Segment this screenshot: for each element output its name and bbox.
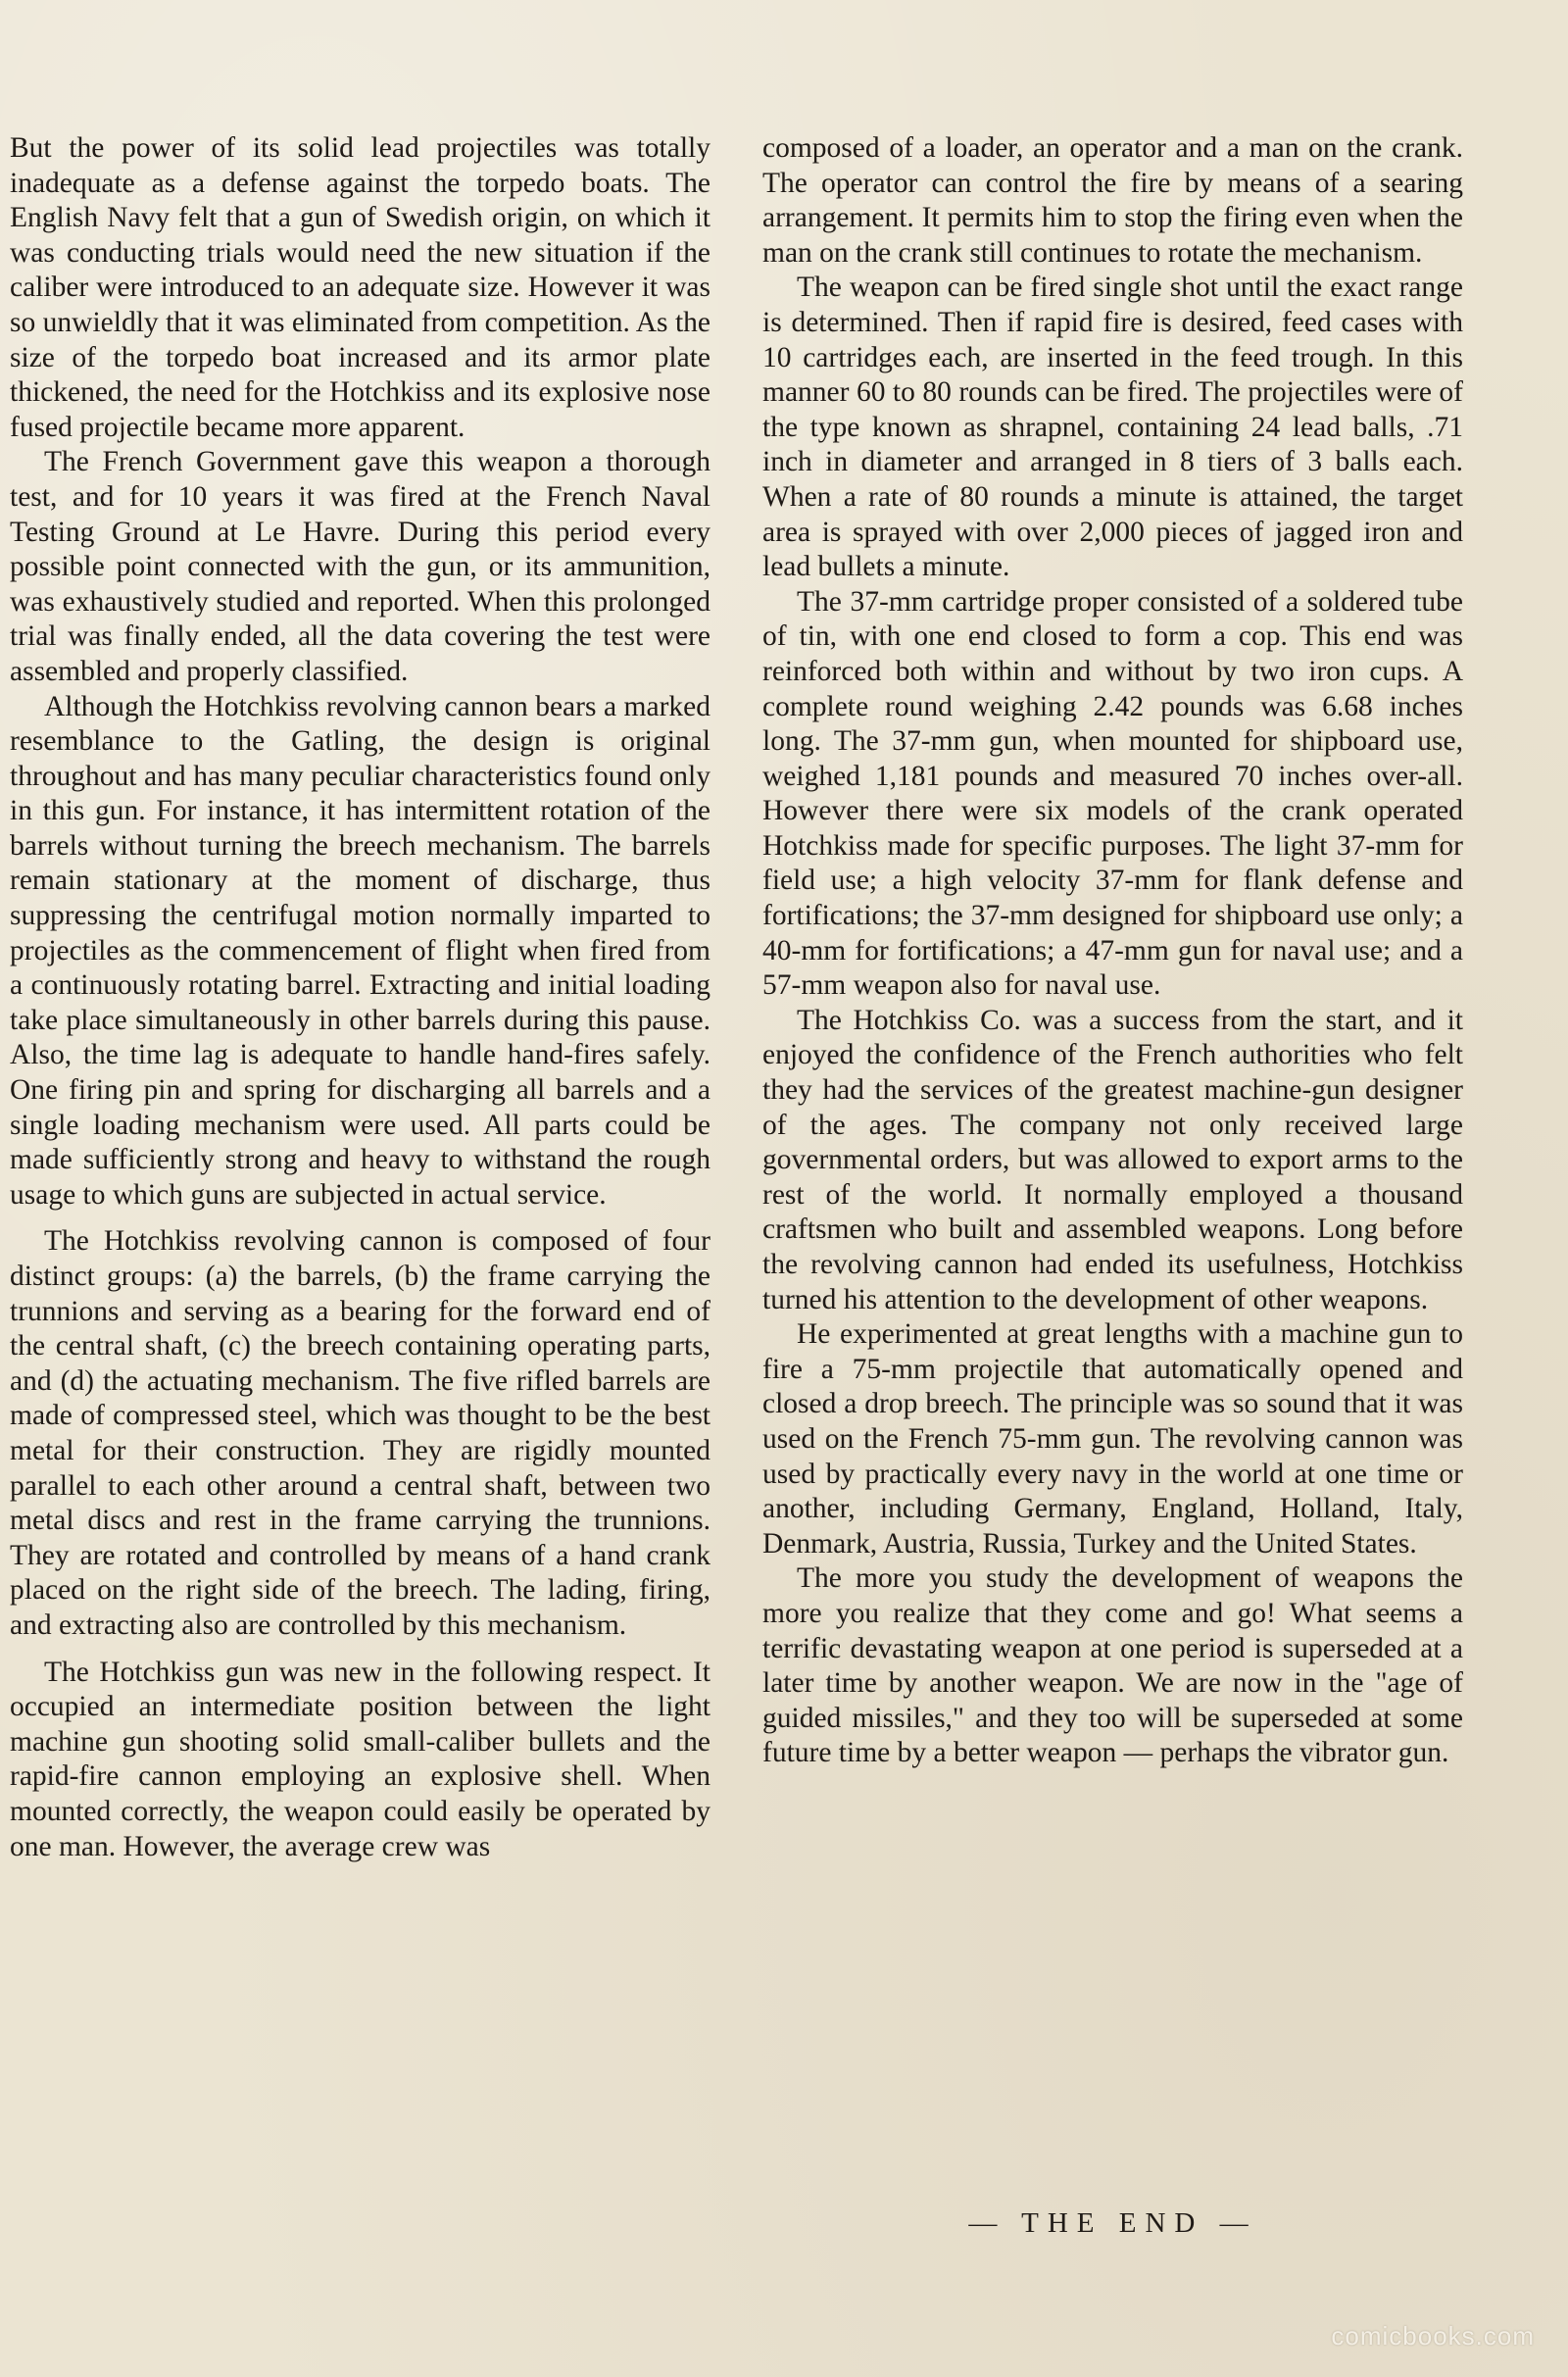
- left-column: [10, 131, 710, 1864]
- paragraph: The Hotchkiss gun was new in the following respect. It occupied an intermediate position between the light machine gun shooting solid small-caliber bullets and the rapid-fire cannon employing an explosive shell. When mounted correctly, the weapon could easily be operated by one man. However, the average crew was: [10, 1656, 710, 1862]
- paragraph: But the power of its solid lead projectiles was totally inadequate as a defense against the torpedo boats. The English Navy felt that a gun of Swedish origin, on which it was conducting trials would need the new situation if the caliber were introduced to an adequate size. However it was so unwieldly that it was eliminated from competition. As the size of the torpedo boat increased and its armor plate thickened, the need for the Hotchkiss and its explosive nose fused projectile became more apparent.: [10, 132, 710, 443]
- right-column: [762, 131, 1463, 1771]
- paragraph: The Hotchkiss Co. was a success from the start, and it enjoyed the confidence of the French authorities who felt they had the services of the greatest machine-gun designer of the ages. The company not only received large governmental orders, but was allowed to export arms to the rest of the world. It normally employed a thousand craftsmen who built and assembled weapons. Long before the revolving cannon had ended its usefulness, Hotchkiss turned his attention to the development of other weapons.: [762, 1004, 1463, 1315]
- paragraph: He experimented at great lengths with a machine gun to fire a 75-mm projectile that automatically opened and closed a drop breech. The principle was so sound that it was used on the French 75-mm gun. The revolving cannon was used by practically every navy in the world at one time or another, including Germany, England, Holland, Italy, Denmark, Austria, Russia, Turkey and the United States.: [762, 1318, 1463, 1560]
- paragraph: The Hotchkiss revolving cannon is composed of four distinct groups: (a) the barrels, (b) the frame carrying the trunnions and serving as a bearing for the forward end of the central shaft, (c) the breech containing operating parts, and (d) the actuating mechanism. The five rifled barrels are made of compressed steel, which was thought to be the best metal for their construction. They are rigidly mounted parallel to each other around a central shaft, between two metal discs and rest in the frame carrying the trunnions. They are rotated and controlled by means of a hand crank placed on the right side of the breech. The lading, firing, and extracting also are controlled by this mechanism.: [10, 1225, 710, 1641]
- paragraph: The 37-mm cartridge proper consisted of a soldered tube of tin, with one end closed to form a cop. This end was reinforced both within and without by two iron cups. A complete round weighing 2.42 pounds was 6.68 inches long. The 37-mm gun, when mounted for shipboard use, weighed 1,181 pounds and measured 70 inches over-all. However there were six models of the crank operated Hotchkiss made for specific purposes. The light 37-mm for field use; a high velocity 37-mm for flank defense and fortifications; the 37-mm designed for shipboard use only; a 40-mm for fortifications; a 47-mm gun for naval use; and a 57-mm weapon also for naval use.: [762, 585, 1463, 1002]
- watermark: comicbooks.com: [1331, 2321, 1535, 2351]
- paragraph: Although the Hotchkiss revolving cannon bears a marked resemblance to the Gatling, the design is original throughout and has many peculiar characteristics found only in this gun. For instance, it has intermittent rotation of the barrels without turning the breech mechanism. The barrels remain stationary at the moment of discharge, thus suppressing the centrifugal motion normally imparted to projectiles as the commencement of flight when fired from a continuously rotating barrel. Extracting and initial loading take place simultaneously in other barrels during this pause. Also, the time lag is adequate to handle hand-fires safely. One firing pin and spring for discharging all barrels and a single loading mechanism were used. All parts could be made sufficiently strong and heavy to withstand the rough usage to which guns are subjected in actual service.: [10, 690, 710, 1211]
- paragraph: The weapon can be fired single shot until the exact range is determined. Then if rapid fire is desired, feed cases with 10 cartridges each, are inserted in the feed trough. In this manner 60 to 80 rounds can be fired. The projectiles were of the type known as shrapnel, containing 24 lead balls, .71 inch in diameter and arranged in 8 tiers of 3 balls each. When a rate of 80 rounds a minute is attained, the target area is sprayed with over 2,000 pieces of jagged iron and lead bullets a minute.: [762, 272, 1463, 583]
- paragraph: The French Government gave this weapon a thorough test, and for 10 years it was fired at the French Naval Testing Ground at Le Havre. During this period every possible point connected with the gun, or its ammunition, was exhaustively studied and reported. When this prolonged trial was finally ended, all the data covering the test were assembled and properly classified.: [10, 446, 710, 687]
- paragraph: The more you study the development of weapons the more you realize that they come and go! What seems a terrific devastating weapon at one period is superseded at a later time by another weapon. We are now in the "age of guided missiles," and they too will be superseded at some future time by a better weapon — perhaps the vibrator gun.: [762, 1562, 1463, 1769]
- the-end-label: — THE END —: [968, 2207, 1257, 2239]
- paragraph: composed of a loader, an operator and a man on the crank. The operator can control the fire by means of a searing arrangement. It permits him to stop the firing even when the man on the crank still continues to rotate the mechanism.: [762, 132, 1463, 269]
